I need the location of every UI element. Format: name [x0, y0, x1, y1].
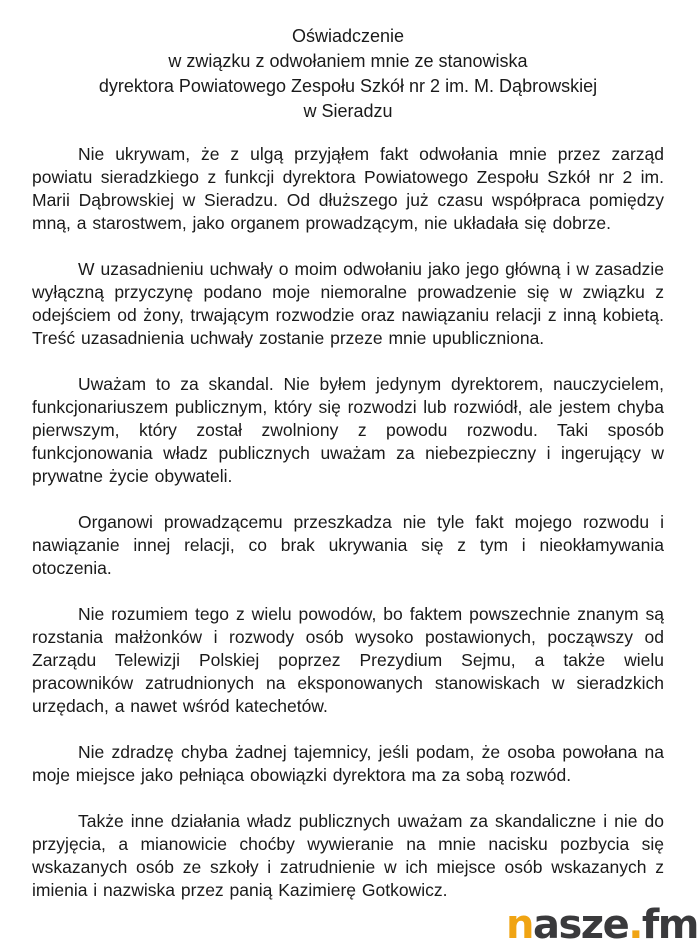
- document-title: [32, 24, 664, 124]
- document-body: [32, 143, 664, 902]
- logo-segment-fm: fm: [641, 902, 698, 948]
- paragraph-1: Nie ukrywam, że z ulgą przyjąłem fakt odwołania mnie przez zarząd powiatu sieradzkiego z funkcji dyrektora Powiatowego Zespołu Szkół nr 2 im. Marii Dąbrowskiej w Sieradzu. Od dłuższego już czasu współpraca pomiędzy mną, a starostwem, jako organem prowadzącym, nie układała się dobrze.: [32, 144, 664, 233]
- paragraph-5: Nie rozumiem tego z wielu powodów, bo faktem powszechnie znanym są rozstania małżonków i rozwody osób wysoko postawionych, począwszy od Zarządu Telewizji Polskiej poprzez Prezydium Sejmu, a także wielu pracowników zatrudnionych na eksponowanych stanowiskach w sieradzkich urzędach, a nawet wśród katechetów.: [32, 604, 664, 716]
- title-line-1: Oświadczenie: [291, 26, 405, 46]
- logo-segment-n: n: [506, 902, 533, 948]
- title-line-2: w związku z odwołaniem mnie ze stanowiska: [168, 51, 528, 71]
- logo-segment-asze: asze: [532, 902, 629, 948]
- nasze-fm-logo: [506, 902, 698, 948]
- paragraph-2: W uzasadnieniu uchwały o moim odwołaniu jako jego główną i w zasadzie wyłączną przyczynę podano moje niemoralne prowadzenie się w związku z odejściem od żony, trwającym rozwodzie oraz nawiązaniu relacji z inną kobietą. Treść uzasadnienia uchwały zostanie przeze mnie upubliczniona.: [32, 259, 664, 348]
- title-line-3: dyrektora Powiatowego Zespołu Szkół nr 2 im. M. Dąbrowskiej: [98, 76, 598, 96]
- logo-segment-dot: .: [628, 902, 642, 948]
- paragraph-4: Organowi prowadzącemu przeszkadza nie tyle fakt mojego rozwodu i nawiązanie innej relacji, co brak ukrywania się z tym i nieokłamywania otoczenia.: [32, 512, 664, 578]
- paragraph-3: Uważam to za skandal. Nie byłem jedynym dyrektorem, nauczycielem, funkcjonariuszem publicznym, który się rozwodzi lub rozwiódł, ale jestem chyba pierwszym, który został zwolniony z powodu rozwodu. Taki sposób funkcjonowania władz publicznych uważam za niebezpieczny i ingerujący w prywatne życie obywateli.: [32, 374, 664, 486]
- title-line-4: w Sieradzu: [303, 101, 393, 121]
- paragraph-7: Także inne działania władz publicznych uważam za skandaliczne i nie do przyjęcia, a mianowicie choćby wywieranie na mnie nacisku pozbycia się wskazanych osób ze szkoły i zatrudnienie w ich miejsce osób wskazanych z imienia i nazwiska przez panią Kazimierę Gotkowicz.: [32, 811, 664, 900]
- paragraph-6: Nie zdradzę chyba żadnej tajemnicy, jeśli podam, że osoba powołana na moje miejsce jako pełniąca obowiązki dyrektora ma za sobą rozwód.: [32, 742, 664, 785]
